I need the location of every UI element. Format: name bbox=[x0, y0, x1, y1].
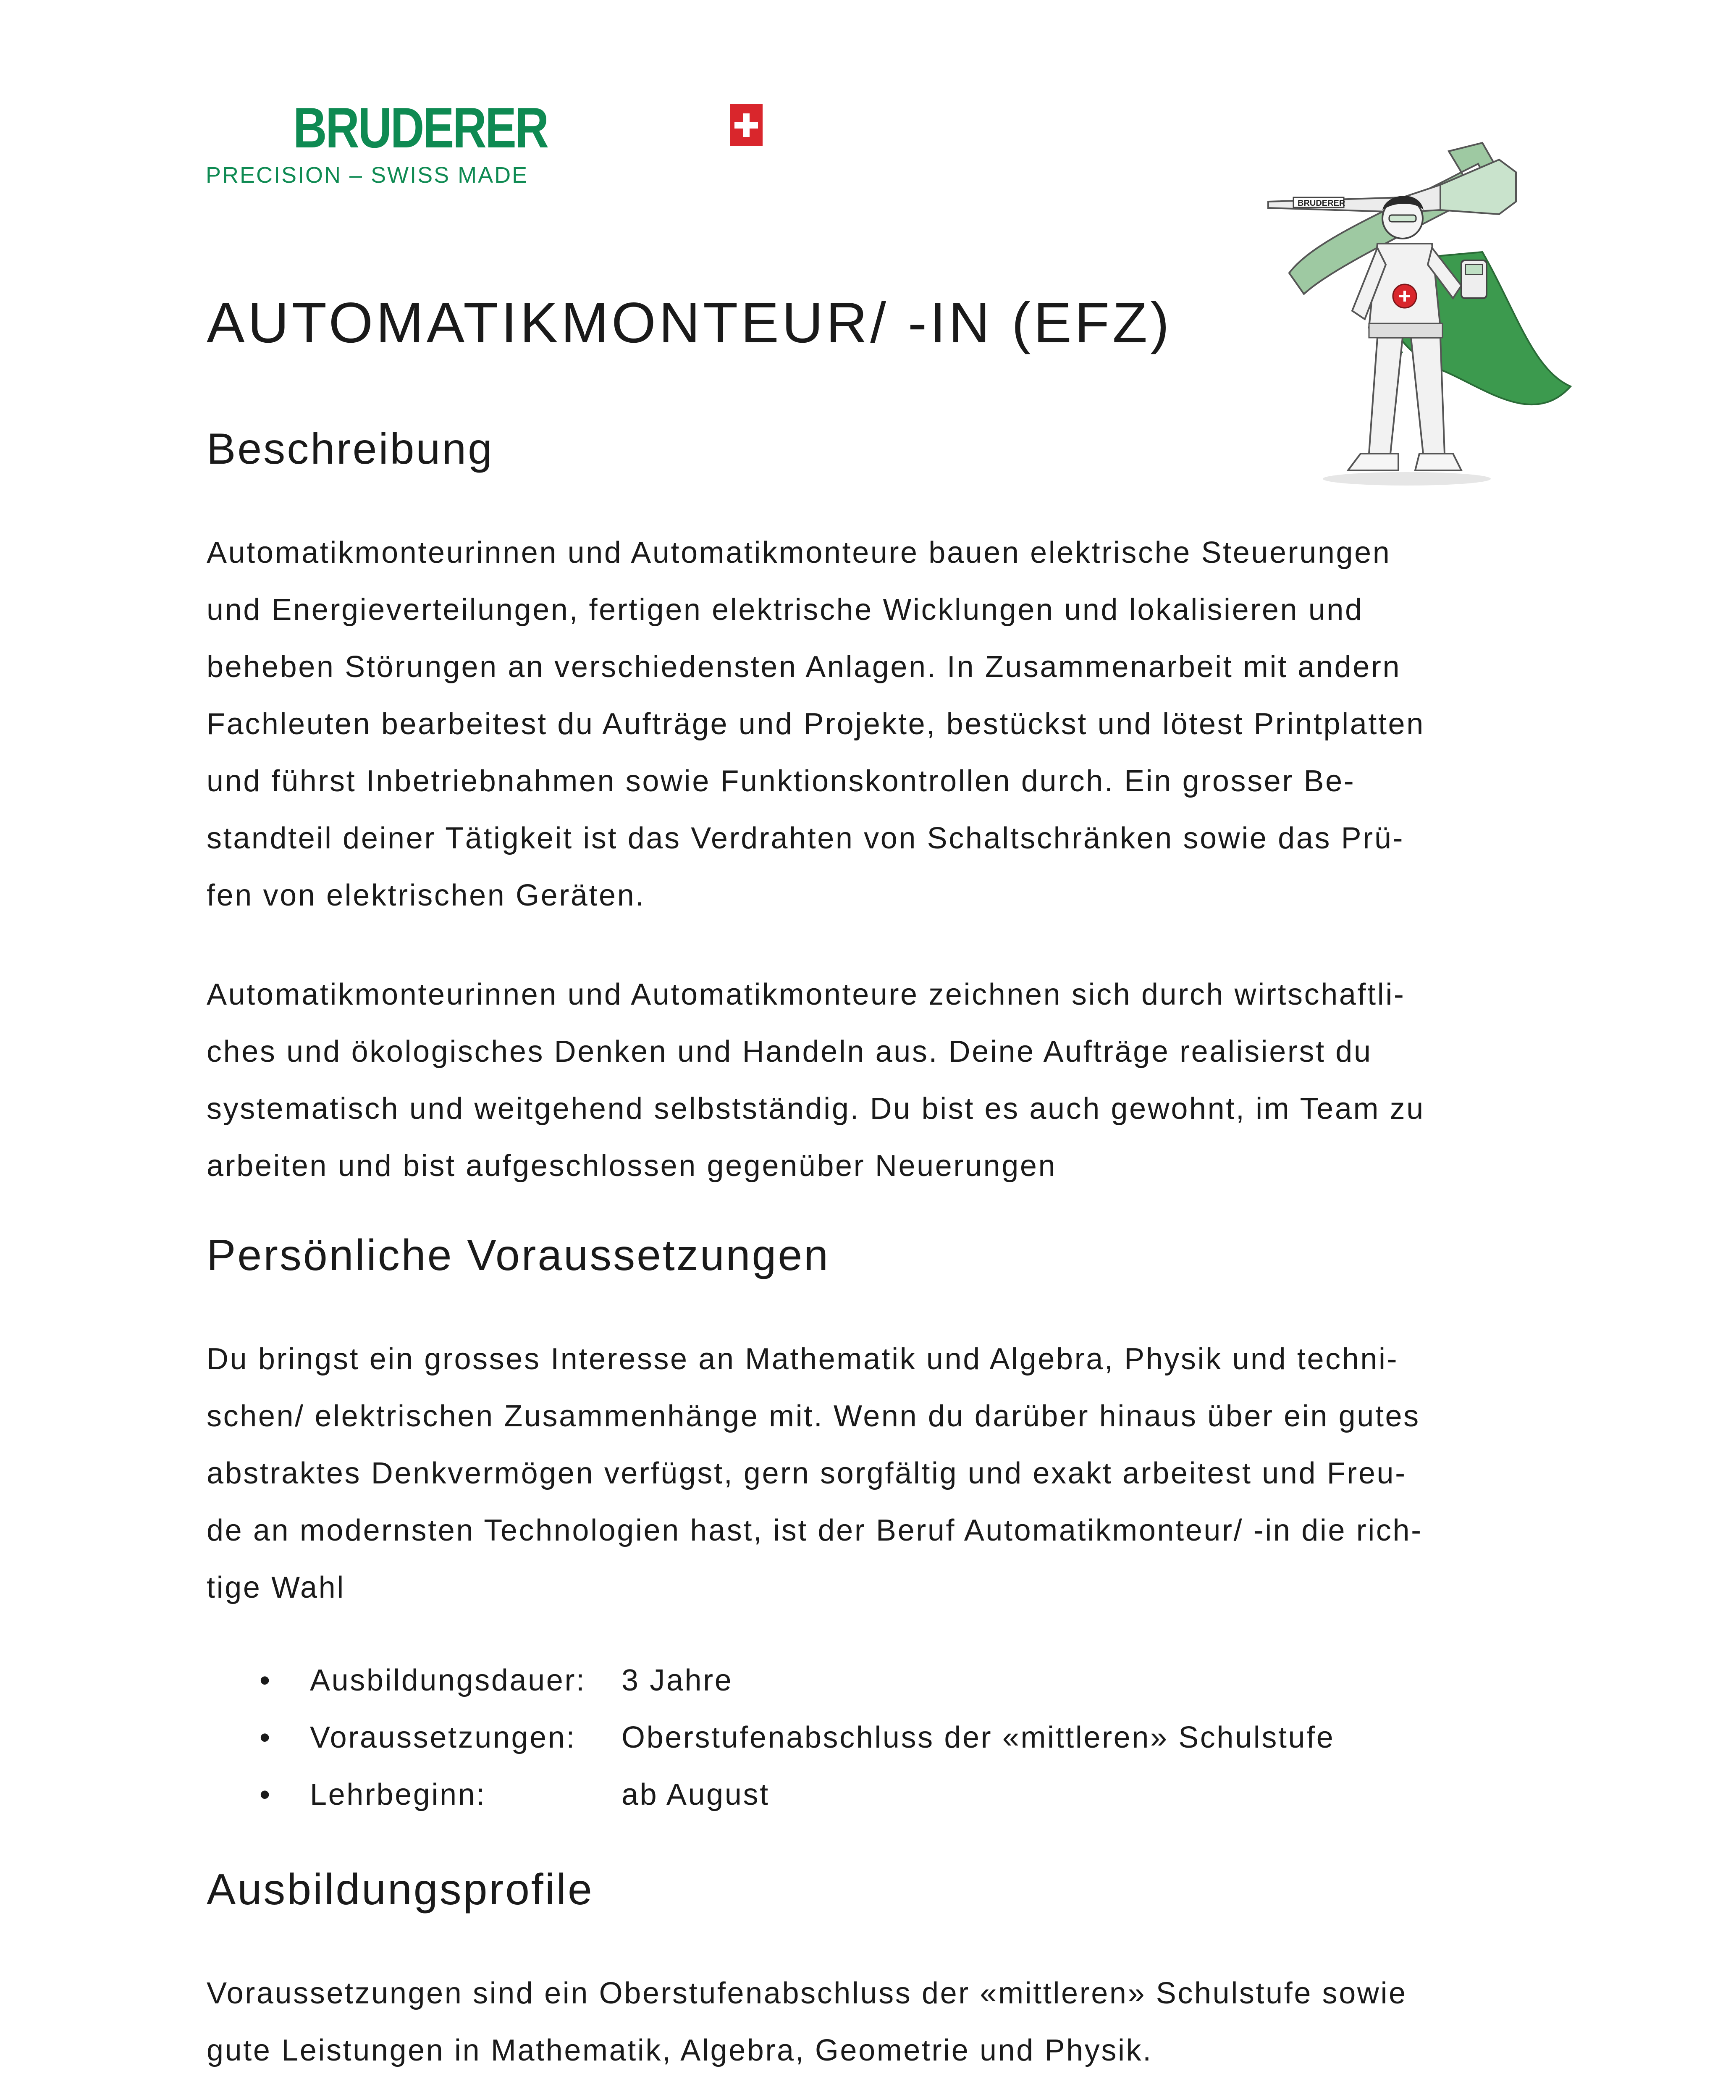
text-line: systematisch und weitgehend selbstständig. Du bist es auch gewohnt, im Team zu bbox=[207, 1092, 1425, 1126]
text-line: tige Wahl bbox=[207, 1571, 345, 1604]
section-heading-profiles: Ausbildungsprofile bbox=[207, 1865, 594, 1914]
mascot-badge-text: BRUDERER bbox=[1298, 199, 1345, 208]
text-line: arbeiten und bist aufgeschlossen gegenüber Neuerungen bbox=[207, 1149, 1057, 1183]
text-line: und Energieverteilungen, fertigen elektrische Wicklungen und lokalisieren und bbox=[207, 593, 1364, 627]
list-item-label: Lehrbeginn: bbox=[310, 1778, 486, 1811]
text-line: Automatikmonteurinnen und Automatikmonteure bauen elektrische Steuerungen bbox=[207, 536, 1391, 570]
superhero-mechanic-mascot-icon bbox=[1264, 134, 1583, 496]
company-logo bbox=[206, 96, 567, 196]
section-heading-description: Beschreibung bbox=[207, 425, 494, 473]
page-title: AUTOMATIKMONTEUR/ -IN (EFZ) bbox=[207, 291, 1172, 354]
text-line: ches und ökologisches Denken und Handeln aus. Deine Aufträge realisierst du bbox=[207, 1035, 1372, 1068]
list-item bbox=[207, 1777, 1335, 1835]
text-line: Voraussetzungen sind ein Oberstufenabschluss der «mittleren» Schulstufe sowie bbox=[207, 1977, 1407, 2010]
text-line: standteil deiner Tätigkeit ist das Verdrahten von Schaltschränken sowie das Prü- bbox=[207, 822, 1405, 855]
text-line: gute Leistungen in Mathematik, Algebra, Geometrie und Physik. bbox=[207, 2034, 1153, 2067]
bullet-icon: • bbox=[260, 1778, 272, 1811]
requirements-bullet-list bbox=[207, 1663, 1335, 1835]
list-item-value: ab August bbox=[621, 1778, 770, 1811]
text-line: schen/ elektrischen Zusammenhänge mit. Wenn du darüber hinaus über ein gutes bbox=[207, 1399, 1420, 1433]
list-item-label: Voraussetzungen: bbox=[310, 1721, 577, 1754]
text-line: Du bringst ein grosses Interesse an Mathematik und Algebra, Physik und techni- bbox=[207, 1342, 1399, 1376]
text-line: Automatikmonteurinnen und Automatikmonteure zeichnen sich durch wirtschaftli- bbox=[207, 978, 1406, 1011]
text-line: fen von elektrischen Geräten. bbox=[207, 879, 645, 912]
text-line: Fachleuten bearbeitest du Aufträge und Projekte, bestückst und lötest Printplatten bbox=[207, 707, 1425, 741]
profiles-paragraph bbox=[207, 1965, 1576, 2079]
text-line: abstraktes Denkvermögen verfügst, gern sorgfältig und exakt arbeitest und Freu- bbox=[207, 1457, 1407, 1490]
text-line: de an modernsten Technologien hast, ist der Beruf Automatikmonteur/ -in die rich- bbox=[207, 1514, 1423, 1547]
logo-wordmark: BRUDERER bbox=[293, 96, 548, 160]
section-heading-requirements: Persönliche Voraussetzungen bbox=[207, 1231, 830, 1280]
text-line: beheben Störungen an verschiedensten Anlagen. In Zusammenarbeit mit andern bbox=[207, 650, 1401, 684]
requirements-paragraph bbox=[207, 1331, 1576, 1616]
list-item bbox=[207, 1663, 1335, 1720]
list-item bbox=[207, 1720, 1335, 1777]
text-line: und führst Inbetriebnahmen sowie Funktionskontrollen durch. Ein grosser Be- bbox=[207, 764, 1356, 798]
list-item-label: Ausbildungsdauer: bbox=[310, 1664, 586, 1697]
swiss-cross-icon bbox=[730, 104, 763, 146]
list-item-value: 3 Jahre bbox=[621, 1664, 733, 1697]
list-item-value: Oberstufenabschluss der «mittleren» Schulstufe bbox=[621, 1721, 1335, 1754]
bullet-icon: • bbox=[260, 1721, 272, 1754]
description-paragraph-2 bbox=[207, 966, 1576, 1194]
description-paragraph-1 bbox=[207, 524, 1576, 924]
logo-tagline: PRECISION – SWISS MADE bbox=[206, 163, 529, 188]
bullet-icon: • bbox=[260, 1664, 272, 1697]
